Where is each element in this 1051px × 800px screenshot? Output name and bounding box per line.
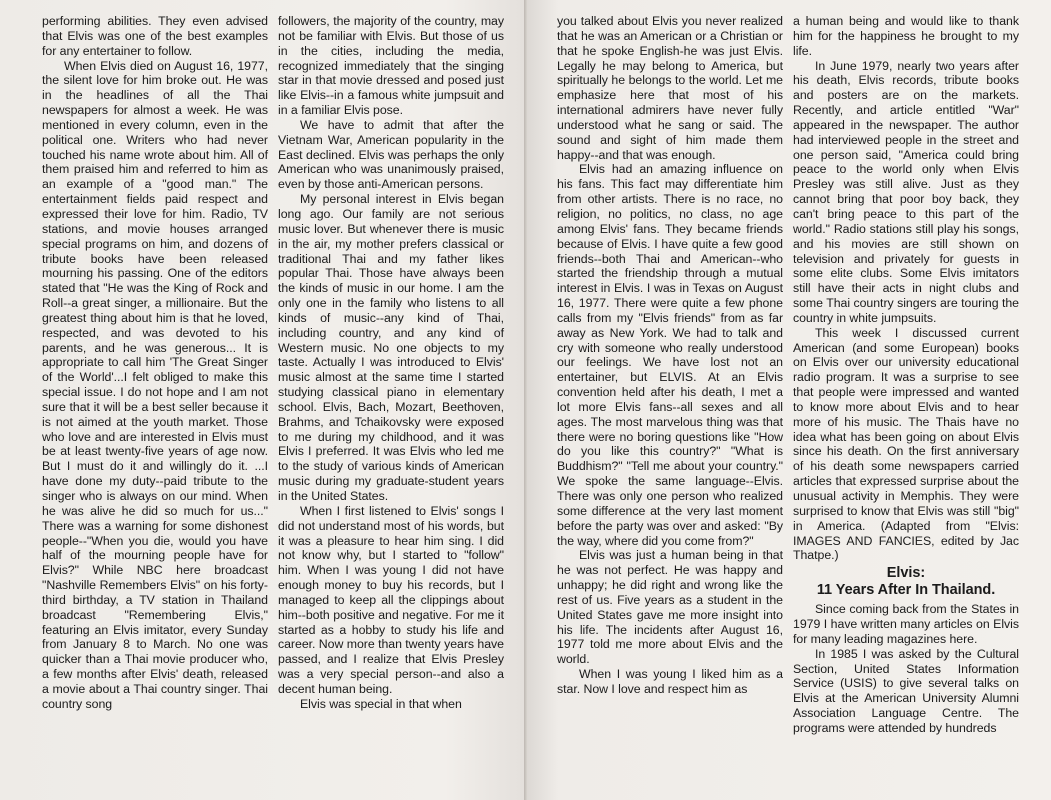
right-page-column-1: [557, 14, 783, 697]
left-page: [0, 0, 524, 800]
paragraph: followers, the majority of the country, may not be familiar with Elvis. But those of us in the cities, including the media, recognized immediately that the singing star in that movie dressed and posed just like Elvis--in a famous white jumpsuit and in a familiar Elvis pose.: [278, 14, 504, 118]
section-heading-line-2: 11 Years After In Thailand.: [816, 582, 996, 599]
left-page-column-2: [278, 14, 504, 712]
paragraph: Elvis had an amazing influence on his fans. This fact may differentiate him from other artists. There is no race, no religion, no politics, no class, no age among Elvis' fans. They became friends because of Elvis. I have quite a few good friends--both Thai and American--who started the friendship through a mutual interest in Elvis. I was in Texas on August 16, 1977. There were quite a few phone calls from my "Elvis friends" from as far away as New York. We had to talk and cry with someone who really understood our feelings. We have lost not an entertainer, but ELVIS. At an Elvis convention held after his death, I met a lot more Elvis fans--all sexes and all ages. The most marvelous thing was that there were no boring questions like "How do you like this country?" "What is Buddhism?" "Tell me about your country." We spoke the same language--Elvis. There was only one person who realized some difference at the very last moment before the party was over and asked: "By the way, where did you come from?": [557, 162, 783, 548]
paragraph: a human being and would like to thank him for the happiness he brought to my life.: [793, 14, 1019, 58]
paragraph: In 1985 I was asked by the Cultural Section, United States Information Service (USIS) to give several talks on Elvis at the American University Alumni Association Language Centre. The programs were attended by hundreds: [793, 646, 1019, 735]
paragraph: This week I discussed current American (and some European) books on Elvis over our university educational radio program. It was a surprise to see that people were impressed and wanted to know more about Elvis and to hear more of his music. The Thais have no idea what has been going on about Elvis since his death. On the first anniversary of his death some newspapers carried articles that expressed surprise about the unusual activity in Memphis. They were surprised to know that Elvis was still "big" in America. (Adapted from "Elvis: IMAGES AND FANCIES, edited by Jac Thatpe.): [793, 325, 1019, 563]
paragraph: you talked about Elvis you never realized that he was an American or a Christian or that he spoke English-he was just Elvis. Legally he may belong to America, but spiritually he belongs to the world. Let me emphasize here that most of his international admirers have never fully understood what he sang or said. The sound and sight of him made them happy--and that was enough.: [557, 14, 783, 162]
left-page-column-1: [42, 14, 268, 712]
right-page-column-2: [793, 14, 1019, 736]
right-page: [527, 0, 1051, 800]
paragraph: Elvis was special in that when: [300, 696, 462, 711]
paragraph: My personal interest in Elvis began long ago. Our family are not serious music lover. But whenever there is music in the air, my mother prefers classical or traditional Thai and my father likes popular Thai. Those have always been the kinds of music in our home. I am the only one in the family who listens to all kinds of music--any kind of Thai, including country, and any kind of Western music. No one objects to my taste. Actually I was introduced to Elvis' music almost at the same time I started studying classical piano in elementary school. Elvis, Bach, Mozart, Beethoven, Brahms, and Tchaikovsky were exposed to me during my childhood, and it was Elvis I preferred. It was Elvis who led me to the study of various kinds of American music during my graduate-student years in the United States.: [278, 192, 504, 503]
paragraph: We have to admit that after the Vietnam War, American popularity in the East declined. Elvis was perhaps the only American who was unanimously praised, even by those anti-American persons.: [278, 117, 504, 192]
paragraph: Since coming back from the States in 1979 I have written many articles on Elvis for many leading magazines here.: [793, 602, 1019, 646]
paragraph: When I was young I liked him as a star. Now I love and respect him as: [557, 667, 783, 696]
paragraph: When Elvis died on August 16, 1977, the silent love for him broke out. He was in the headlines of all the Thai newspapers for almost a week. He was mentioned in every column, even in the political one. Writers who had never touched his name wrote about him. All of them praised him and referred to him as an example of a "good man." The entertainment fields paid respect and expressed their love for him. Radio, TV stations, and movie houses arranged special programs on him, and dozens of tribute books have been released mourning his passing. One of the editors stated that "He was the King of Rock and Roll--a great singer, a millionaire. But the greatest thing about him is that he loved, respected, and was devoted to his parents, and he was generous... It is appropriate to call him 'The Great Singer of the World'...I felt obliged to make this special issue. I do not hope and I am not sure that it will be a best seller because it is not aimed at the youth market. Those who love and are interested in Elvis must be at least twenty-five years of age now. But I must do it and willingly do it. ...I have done my duty--paid tribute to the singer who is always on our mind. When he was alive he did so much for us..." There was a warning for some dishonest people--"When you die, would you have half of the mourning people have for Elvis?" While NBC here broadcast "Nashville Remembers Elvis" on his forty-third birthday, a TV station in Thailand broadcast "Remembering Elvis," featuring an Elvis imitator, every Sunday from January 8 to March. No one was quicker than a Thai movie producer who, a few months after Elvis' death, released a movie about a Thai country singer. Thai country song: [42, 58, 268, 711]
section-heading-line-1: Elvis:: [886, 565, 926, 582]
paragraph: In June 1979, nearly two years after his death, Elvis records, tribute books and posters are on the markets. Recently, and article entitled "War" appeared in the newspaper. The author had interviewed people in the street and one person said, "America could bring peace to the world only when Elvis Presley was still alive. Just as they cannot bring that poor boy back, they can't bring peace to this part of the world." Radio stations still play his songs, and his movies are still shown on television and privately for guests in some elite clubs. Some Elvis imitators still have their acts in night clubs and some Thai country singers are touring the country in white jumpsuits.: [793, 58, 1019, 325]
paragraph: Elvis was just a human being in that he was not perfect. He was happy and unhappy; he did right and wrong like the rest of us. Five years as a student in the United States gave me more insight into his life. The incidents after August 16, 1977 told me more about Elvis and the world.: [557, 548, 783, 667]
paragraph: When I first listened to Elvis' songs I did not understand most of his words, but it was a pleasure to hear him sing. I did not know why, but I started to "follow" him. When I was young I did not have enough money to buy his records, but I managed to keep all the clippings about him--both positive and negative. For me it started as a hobby to study his life and career. Now more than twenty years have passed, and I realize that Elvis Presley was a very special person--and also a decent human being.: [278, 503, 504, 696]
paragraph: performing abilities. They even advised that Elvis was one of the best examples for any entertainer to follow.: [42, 14, 268, 58]
section-heading: [793, 565, 1019, 599]
